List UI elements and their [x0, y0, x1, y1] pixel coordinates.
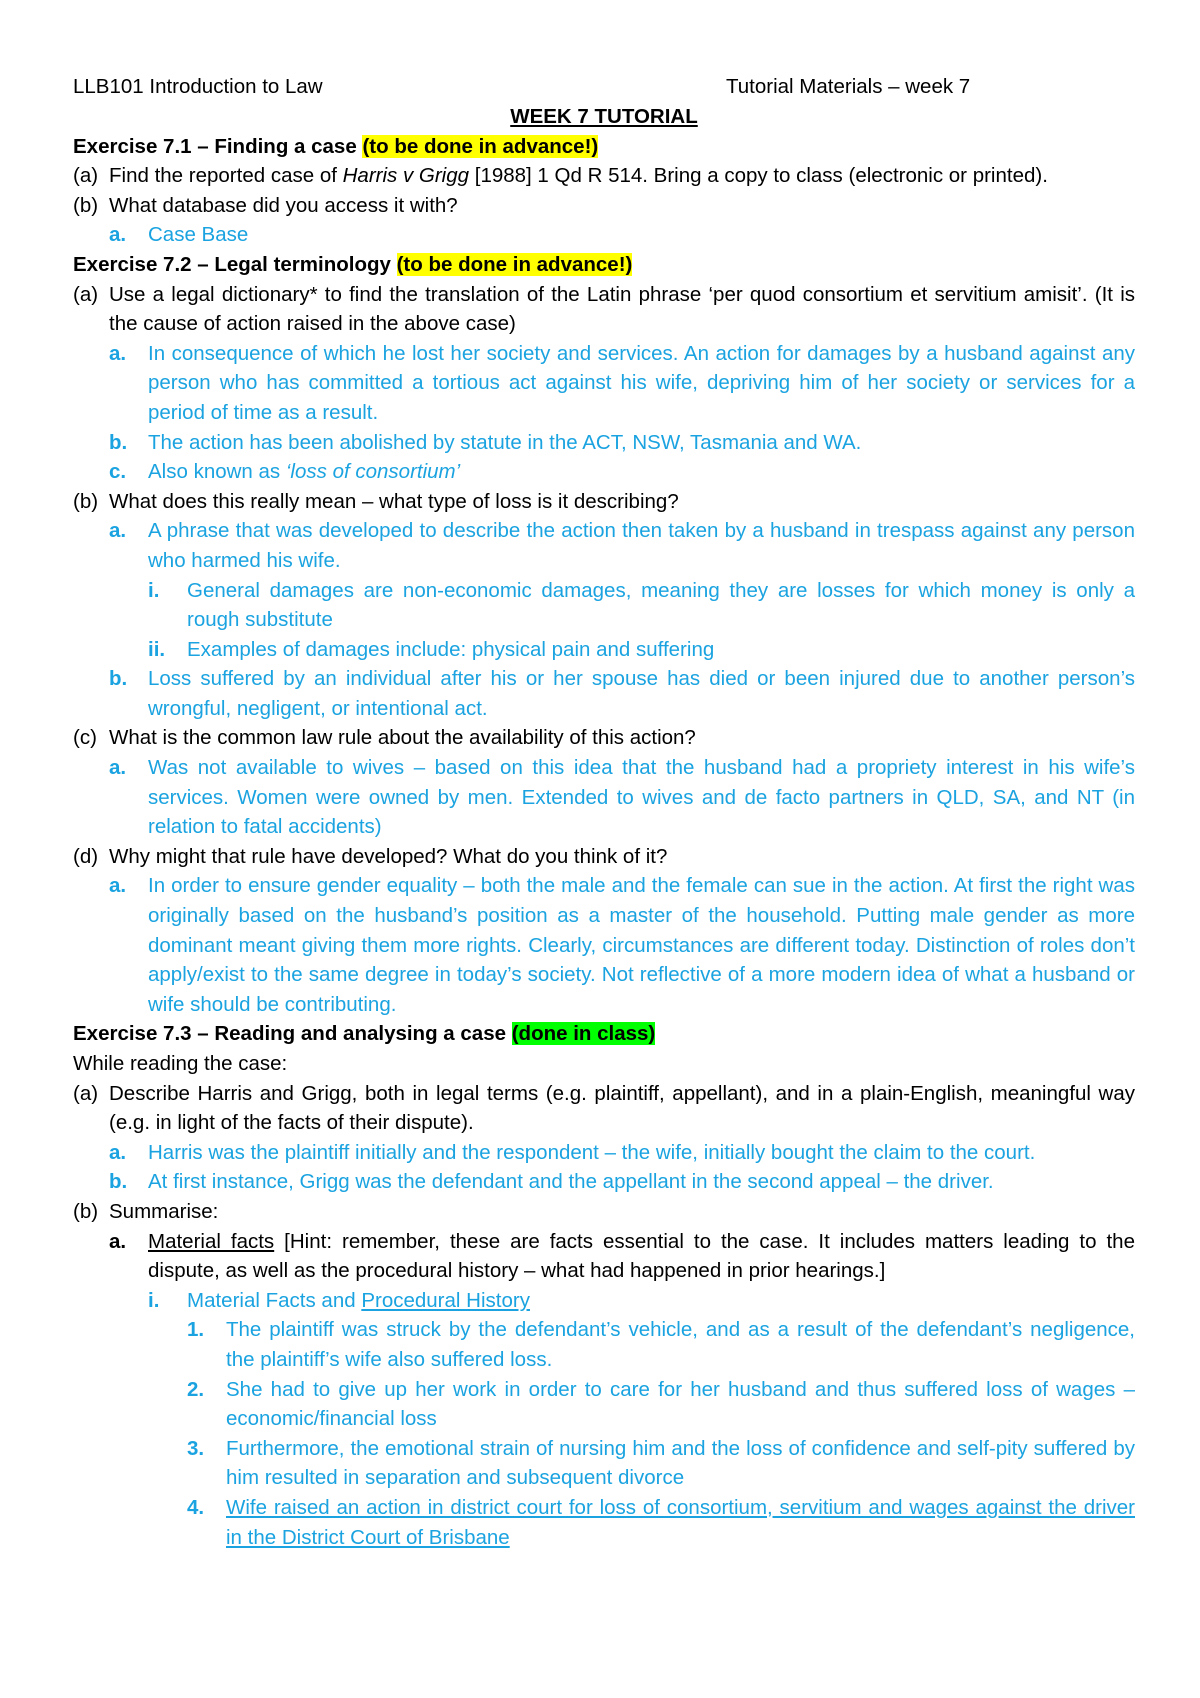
question-7-2-c: (c) What is the common law rule about the availability of this action? — [73, 726, 696, 750]
answer-7-2-a-b: b. The action has been abolished by statute in the ACT, NSW, Tasmania and WA. — [109, 430, 862, 454]
procedural-history-link[interactable]: Procedural History — [361, 1288, 530, 1312]
header-materials: Tutorial Materials – week 7 — [726, 75, 971, 98]
answer-7-3-a-a: a. Harris was the plaintiff initially and the respondent – the wife, initially bought the claim to the court. — [109, 1140, 1036, 1164]
question-7-1-b: (b) What database did you access it with? — [73, 193, 458, 217]
exercise-7-3-intro: While reading the case: — [73, 1052, 288, 1075]
answer-7-1-b: a. Case Base — [109, 223, 249, 247]
answer-7-2-a-a: a. In consequence of which he lost her society and services. An action for damages by a husband against any person who has committed a tortious act against his wife, depriving him of her society or services for a period of time as a result. — [109, 341, 1135, 424]
exercise-7-1-heading: Exercise 7.1 – Finding a case (to be done in advance!) — [73, 134, 599, 158]
answer-7-2-d-a: a. In order to ensure gender equality – both the male and the female can sue in the action. At first the right was originally based on the husband’s position as a master of the household. Putting male gender as more dominant meant giving them more rights. Clearly, circumstances are different today. Distinction of roles don’t apply/exist to the same degree in today’s society. Not reflective of a more modern idea of what a husband or wife should be contributing. — [109, 874, 1135, 1016]
answer-7-2-a-c: c. Also known as ‘loss of consortium’ — [109, 460, 461, 484]
document-body — [73, 72, 1135, 1552]
fact-item-4-link[interactable]: Wife raised an action in district court for loss of consortium, servitium and wages against the driver in the District Court of Brisbane — [226, 1495, 1135, 1549]
question-7-3-b: (b) Summarise: — [73, 1199, 219, 1223]
question-7-3-a: (a) Describe Harris and Grigg, both in legal terms (e.g. plaintiff, appellant), and in a plain-English, meaningful way (e.g. in light of the facts of their dispute). — [73, 1081, 1135, 1135]
question-7-2-a: (a) Use a legal dictionary* to find the translation of the Latin phrase ‘per quod consortium et servitium amisit’. (It is the cause of action raised in the above case) — [73, 282, 1135, 336]
question-7-1-a: (a) Find the reported case of Harris v Grigg [1988] 1 Qd R 514. Bring a copy to class (electronic or printed). — [73, 164, 1048, 188]
question-7-2-b: (b) What does this really mean – what type of loss is it describing? — [73, 489, 679, 513]
fact-item-4: 4. Wife raised an action in district court for loss of consortium, servitium and wages against the driver in the District Court of Brisbane — [73, 1493, 1135, 1552]
page-title: WEEK 7 TUTORIAL — [510, 105, 698, 128]
question-7-3-b-a: a. Material facts [Hint: remember, these are facts essential to the case. It includes matters leading to the dispute, as well as the procedural history – what had happened in prior hearings.] — [109, 1229, 1135, 1283]
advance-tag: (to be done in advance!) — [362, 134, 599, 158]
answer-7-2-b-b: b. Loss suffered by an individual after his or her spouse has died or been injured due to another person’s wrongful, negligent, or intentional act. — [109, 667, 1135, 720]
page-header — [73, 72, 1135, 102]
answer-7-2-b-a: a. A phrase that was developed to describe the action then taken by a husband in trespass against any person who harmed his wife. — [109, 519, 1135, 572]
exercise-7-2-heading: Exercise 7.2 – Legal terminology (to be done in advance!) — [73, 252, 633, 276]
exercise-7-3-heading: Exercise 7.3 – Reading and analysing a case (done in class) — [73, 1022, 656, 1046]
answer-7-3-a-b: b. At first instance, Grigg was the defendant and the appellant in the second appeal – the driver. — [109, 1170, 994, 1194]
answer-7-3-b-a-i: i. Material Facts and Procedural History — [148, 1288, 530, 1312]
material-facts-label: Material facts — [148, 1229, 275, 1253]
answer-7-2-b-a-i: i. General damages are non-economic damages, meaning they are losses for which money is only a rough substitute — [148, 578, 1135, 632]
question-7-2-d: (d) Why might that rule have developed? What do you think of it? — [73, 844, 668, 868]
case-name: Harris v Grigg — [342, 164, 470, 188]
answer-7-2-c-a: a. Was not available to wives – based on this idea that the husband had a propriety interest in his wife’s services. Women were owned by men. Extended to wives and de facto partners in QLD, SA, and NT (in relation to fatal accidents) — [109, 756, 1135, 839]
advance-tag: (to be done in advance!) — [396, 252, 633, 276]
course-name: LLB101 Introduction to Law — [73, 75, 323, 98]
fact-item-2: 2. She had to give up her work in order to care for her husband and thus suffered loss of wages – economic/financial loss — [187, 1377, 1135, 1431]
in-class-tag: (done in class) — [511, 1022, 656, 1046]
fact-item-1: 1. The plaintiff was struck by the defendant’s vehicle, and as a result of the defendant’s negligence, the plaintiff’s wife also suffered loss. — [187, 1318, 1135, 1371]
answer-7-2-b-a-ii: ii. Examples of damages include: physical pain and suffering — [148, 637, 715, 661]
fact-item-3: 3. Furthermore, the emotional strain of nursing him and the loss of confidence and self-pity suffered by him resulted in separation and subsequent divorce — [187, 1436, 1135, 1490]
